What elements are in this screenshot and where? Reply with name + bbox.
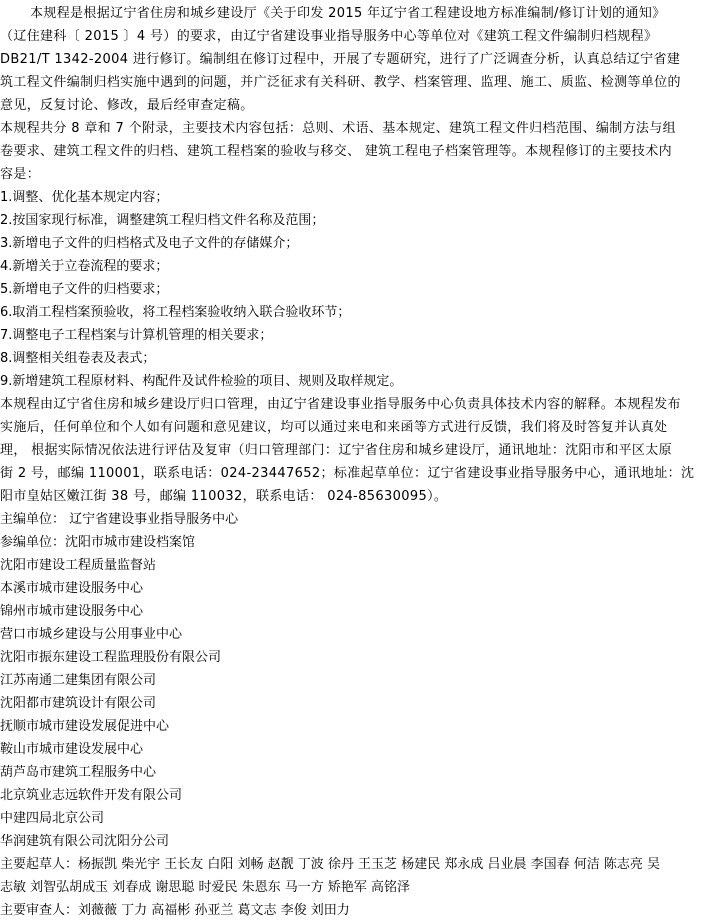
management-line: 阳市皇姑区嫩江街 38 号，邮编 110032，联系电话： 024-85630095）。 bbox=[0, 489, 448, 504]
revision-item: 4.新增关于立卷流程的要求； bbox=[0, 259, 169, 274]
participant-unit: 沈阳市振东建设工程监理股份有限公司 bbox=[0, 650, 222, 665]
intro-line: 筑工程文件编制归档实施中遇到的问题，并广泛征求有关科研、教学、档案管理、监理、施工、质监、检测等单位的 bbox=[0, 75, 681, 90]
participant-unit: 抚顺市城市建设发展促进中心 bbox=[0, 719, 170, 734]
management-line: 理， 根据实际情况依法进行评估及复审（归口管理部门：辽宁省住房和城乡建设厅，通讯地址：沈阳市和平区太原 bbox=[0, 443, 672, 458]
participant-unit: 沈阳都市建筑设计有限公司 bbox=[0, 696, 157, 711]
participant-unit: 沈阳市建设工程质量监督站 bbox=[0, 558, 157, 573]
revision-item: 2.按国家现行标准，调整建筑工程归档文件名称及范围； bbox=[0, 213, 325, 228]
participant-unit: 葫芦岛市建筑工程服务中心 bbox=[0, 765, 157, 780]
intro-line: DB21/T 1342-2004 进行修订。编制组在修订过程中，开展了专题研究，进行了广泛调查分析，认真总结辽宁省建 bbox=[0, 52, 681, 67]
participant-unit: 锦州市城市建设服务中心 bbox=[0, 604, 144, 619]
content-intro-line: 卷要求、建筑工程文件的归档、建筑工程档案的验收与移交、 建筑工程电子档案管理等。本规程修订的主要技术内 bbox=[0, 144, 672, 159]
participant-unit: 鞍山市城市建设发展中心 bbox=[0, 742, 144, 757]
revision-item: 1.调整、优化基本规定内容； bbox=[0, 190, 169, 205]
participant-unit: 本溪市城市建设服务中心 bbox=[0, 581, 144, 596]
intro-line: 本规程是根据辽宁省住房和城乡建设厅《关于印发 2015 年辽宁省工程建设地方标准编制/修订计划的通知》 bbox=[30, 6, 666, 21]
drafters-line: 主要起草人：杨振凯 柴光宇 王长友 白阳 刘畅 赵靓 丁波 徐丹 王玉芝 杨建民 郑永成 吕业晨 李国春 何洁 陈志亮 吴 bbox=[0, 857, 660, 872]
intro-line: 意见，反复讨论、修改，最后经审查定稿。 bbox=[0, 98, 254, 113]
participant-unit: 参编单位：沈阳市城市建设档案馆 bbox=[0, 535, 196, 550]
participant-unit: 中建四局北京公司 bbox=[0, 811, 105, 826]
revision-item: 6.取消工程档案预验收，将工程档案验收纳入联合验收环节； bbox=[0, 305, 351, 320]
management-line: 街 2 号，邮编 110001，联系电话：024-23447652；标准起草单位：辽宁省建设事业指导服务中心，通讯地址：沈 bbox=[0, 466, 695, 481]
content-intro-line: 容是： bbox=[0, 167, 41, 182]
drafters-line: 志敏 刘智弘胡成玉 刘春成 谢思聪 时爱民 朱恩东 马一方 矫艳军 高铭泽 bbox=[0, 880, 411, 895]
revision-item: 5.新增电子文件的归档要求； bbox=[0, 282, 169, 297]
content-intro-line: 本规程共分 8 章和 7 个附录，主要技术内容包括：总则、术语、基本规定、建筑工程文件归档范围、编制方法与组 bbox=[0, 121, 676, 136]
chief-editor-unit: 主编单位： 辽宁省建设事业指导服务中心 bbox=[0, 512, 239, 527]
participant-unit: 华润建筑有限公司沈阳分公司 bbox=[0, 834, 170, 849]
management-line: 本规程由辽宁省住房和城乡建设厅归口管理，由辽宁省建设事业指导服务中心负责具体技术内容的解释。本规程发布 bbox=[0, 397, 681, 412]
participant-unit: 江苏南通二建集团有限公司 bbox=[0, 673, 157, 688]
revision-item: 3.新增电子文件的归档格式及电子文件的存储媒介； bbox=[0, 236, 299, 251]
reviewers-line: 主要审查人：刘薇薇 丁力 高福彬 孙亚兰 葛文志 李俊 刘田力 bbox=[0, 903, 350, 918]
revision-item: 8.调整相关组卷表及表式； bbox=[0, 351, 156, 366]
revision-item: 9.新增建筑工程原材料、构配件及试件检验的项目、规则及取样规定。 bbox=[0, 374, 403, 389]
intro-line: （辽住建科〔 2015 〕4 号）的要求，由辽宁省建设事业指导服务中心等单位对《建筑工程文件编制归档规程》 bbox=[0, 29, 658, 44]
participant-unit: 营口市城乡建设与公用事业中心 bbox=[0, 627, 183, 642]
participant-unit: 北京筑业志远软件开发有限公司 bbox=[0, 788, 183, 803]
revision-item: 7.调整电子工程档案与计算机管理的相关要求； bbox=[0, 328, 273, 343]
management-line: 实施后，任何单位和个人如有问题和意见建议，均可以通过来电和来函等方式进行反馈，我们将及时答复并认真处 bbox=[0, 420, 668, 435]
